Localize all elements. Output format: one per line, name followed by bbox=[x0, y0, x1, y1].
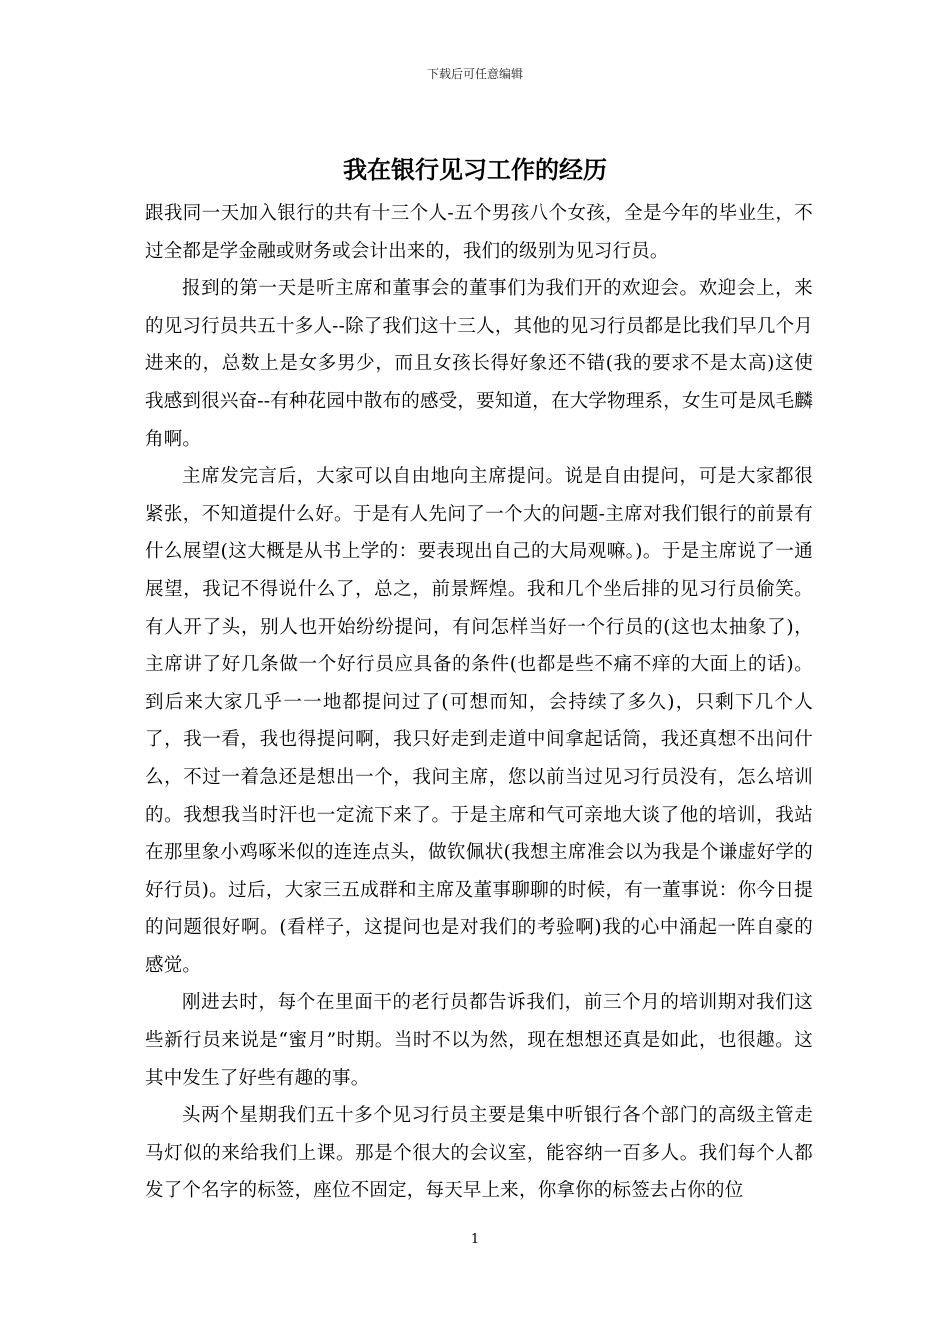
page-number: 1 bbox=[470, 1232, 480, 1247]
paragraph-3: 主席发完言后，大家可以自由地向主席提问。说是自由提问，可是大家都很紧张，不知道提什么好。于是有人先问了一个大的问题-主席对我们银行的前景有什么展望(这大概是从书上学的：要表现出自己的大局观嘛。)。于是主席说了一通展望，我记不得说什么了，总之，前景辉煌。我和几个坐后排的见习行员偷笑。有人开了头，别人也开始纷纷提问，有问怎样当好一个行员的(这也太抽象了)，主席讲了好几条做一个好行员应具备的条件(也都是些不痛不痒的大面上的话)。到后来大家几乎一一地都提问过了(可想而知，会持续了多久)，只剩下几个人了，我一看，我也得提问啊，我只好走到走道中间拿起话筒，我还真想不出问什么，不过一着急还是想出一个，我问主席，您以前当过见习行员没有，怎么培训的。我想我当时汗也一定流下来了。于是主席和气可亲地大谈了他的培训，我站在那里象小鸡啄米似的连连点头，做钦佩状(我想主席准会以为我是个谦虚好学的好行员)。过后，大家三五成群和主席及董事聊聊的时候，有一董事说：你今日提的问题很好啊。(看样子，这提问也是对我们的考验啊)我的心中涌起一阵自豪的感觉。 bbox=[145, 466, 813, 976]
paragraph-2: 报到的第一天是听主席和董事会的董事们为我们开的欢迎会。欢迎会上，来的见习行员共五十多人--除了我们这十三人，其他的见习行员都是比我们早几个月进来的，总数上是女多男少，而且女孩长得好象还不错(我的要求不是太高)这使我感到很兴奋--有种花园中散布的感受，要知道，在大学物理系，女生可是凤毛麟角啊。 bbox=[145, 278, 813, 450]
paragraph-5: 头两个星期我们五十多个见习行员主要是集中听银行各个部门的高级主管走马灯似的来给我们上课。那是个很大的会议室，能容纳一百多人。我们每个人都发了个名字的标签，座位不固定，每天早上来，你拿你的标签去占你的位 bbox=[145, 1105, 813, 1202]
header-note: 下载后可任意编辑 bbox=[426, 67, 523, 81]
paragraph-4: 刚进去时，每个在里面干的老行员都告诉我们，前三个月的培训期对我们这些新行员来说是“蜜月”时期。当时不以为然，现在想想还真是如此，也很趣。这其中发生了好些有趣的事。 bbox=[145, 992, 813, 1089]
paragraph-1: 跟我同一天加入银行的共有十三个人-五个男孩八个女孩，全是今年的毕业生，不过全都是学金融或财务或会计出来的，我们的级别为见习行员。 bbox=[145, 203, 813, 262]
document-body bbox=[145, 195, 813, 1210]
document-title: 我在银行见习工作的经历 bbox=[343, 155, 607, 184]
